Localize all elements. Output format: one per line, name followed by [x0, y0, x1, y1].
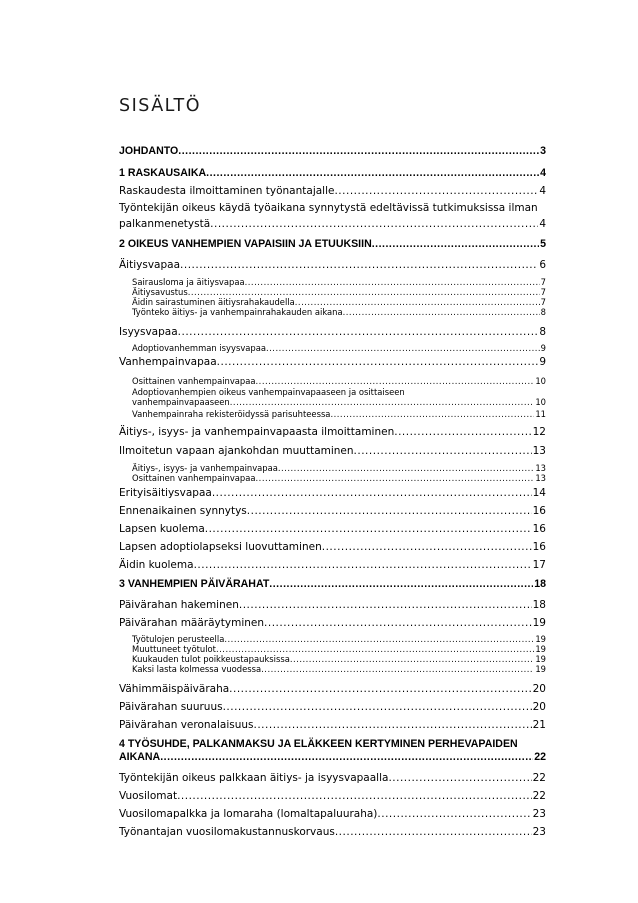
- toc-entry-vuosilomakustannuskorvaus[interactable]: Työnantajan vuosilomakustannuskorvaus ..... 23: [119, 826, 546, 839]
- toc-entry-aidin-kuolema[interactable]: Äidin kuolema ..... 17: [119, 559, 546, 572]
- toc-entry-ajankohdan-muuttaminen[interactable]: Ilmoitetun vapaan ajankohdan muuttaminen ..... 13: [119, 445, 546, 458]
- toc-entry-paivarahan-hakeminen[interactable]: Päivärahan hakeminen ..... 18: [119, 599, 546, 612]
- toc-entry-paivarahan-maaraytyminen[interactable]: Päivärahan määräytyminen ..... 19: [119, 617, 546, 630]
- toc-entry-oikeus-palkkaan[interactable]: Työntekijän oikeus palkkaan äitiys- ja isyysvapaalla ..... 22: [119, 772, 546, 785]
- toc-entry-sairausloma[interactable]: Sairausloma ja äitiysvapaa ..... 7: [132, 277, 546, 287]
- toc-entry-lapsen-adoptiolapseksi[interactable]: Lapsen adoptiolapseksi luovuttaminen ..... 16: [119, 541, 546, 554]
- toc-entry-adoptiovanhempien-oikeus[interactable]: vanhempainvapaaseen ..... 10: [132, 397, 546, 407]
- toc-entry-aitiysavustus[interactable]: Äitiysavustus ..... 7: [132, 287, 546, 297]
- page-title: SISÄLTÖ: [119, 96, 201, 116]
- toc-entry-tyosuhde-line1[interactable]: 4 TYÖSUHDE, PALKANMAKSU JA ELÄKKEEN KERTYMINEN PERHEVAPAIDEN: [119, 738, 518, 750]
- toc-entry-tyontekijan-oikeus-line1[interactable]: Työntekijän oikeus käydä työaikana synnytystä edeltävissä tutkimuksissa ilman: [119, 202, 538, 214]
- toc-entry-vapaasta-ilmoittaminen[interactable]: Äitiys-, isyys- ja vanhempainvapaasta ilmoittaminen ..... 12: [119, 426, 546, 439]
- toc-entry-vanhempainvapaa[interactable]: Vanhempainvapaa ..... 9: [119, 356, 546, 369]
- toc-entry-tyontekijan-oikeus[interactable]: palkanmenetystä ..... 4: [119, 218, 546, 231]
- toc-entry-vuosilomat[interactable]: Vuosilomat ..... 22: [119, 790, 546, 803]
- toc-entry-paivarahan-veronalaisuus[interactable]: Päivärahan veronalaisuus ..... 21: [119, 719, 546, 732]
- toc-entry-adoptiovanhemman-isyysvapaa[interactable]: Adoptiovanhemman isyysvapaa ..... 9: [132, 343, 546, 353]
- toc-entry-vuosilomapalkka[interactable]: Vuosilomapalkka ja lomaraha (lomaltapaluuraha) ..... 23: [119, 808, 546, 821]
- toc-entry-raskaudesta-ilmoittaminen[interactable]: Raskaudesta ilmoittaminen työnantajalle ..... 4: [119, 185, 546, 198]
- toc-entry-tyonteko-aitiysrahakauden-aikana[interactable]: Työnteko äitiys- ja vanhempainrahakauden aikana ..... 8: [132, 307, 546, 317]
- toc-entry-muuttuneet-tyotulot[interactable]: Muuttuneet työtulot ..... 19: [132, 644, 546, 654]
- toc-entry-aitiysvapaa[interactable]: Äitiysvapaa ..... 6: [119, 259, 546, 272]
- toc-entry-johdanto[interactable]: JOHDANTO ..... 3: [119, 145, 546, 158]
- toc-entry-osittainen-vanhempainvapaa[interactable]: Osittainen vanhempainvapaa ..... 10: [132, 376, 546, 386]
- toc-entry-ennenaikainen-synnytys[interactable]: Ennenaikainen synnytys ..... 16: [119, 505, 546, 518]
- toc-entry-aidin-sairastuminen[interactable]: Äidin sairastuminen äitiysrahakaudella ..... 7: [132, 297, 546, 307]
- toc-entry-adoptiovanhempien-oikeus-line1[interactable]: Adoptiovanhempien oikeus vanhempainvapaaseen ja osittaiseen: [132, 387, 405, 397]
- toc-entry-osittainen-vanhempainvapaa-2[interactable]: Osittainen vanhempainvapaa ..... 13: [132, 473, 546, 483]
- toc-entry-tyosuhde[interactable]: AIKANA ..... 22: [119, 751, 546, 764]
- toc-entry-aitiys-isyys-vanhempainvapaa[interactable]: Äitiys-, isyys- ja vanhempainvapaa ..... 13: [132, 463, 546, 473]
- toc-entry-lapsen-kuolema[interactable]: Lapsen kuolema ..... 16: [119, 523, 546, 536]
- toc-entry-vahimmaispaivaraha[interactable]: Vähimmäispäiväraha ..... 20: [119, 683, 546, 696]
- toc-entry-vanhempien-paivarahat[interactable]: 3 VANHEMPIEN PÄIVÄRAHAT ..... 18: [119, 578, 546, 591]
- toc-entry-kuukauden-tulot[interactable]: Kuukauden tulot poikkeustapauksissa ..... 19: [132, 654, 546, 664]
- toc-entry-erityisaitiysvapaa[interactable]: Erityisäitiysvapaa ..... 14: [119, 487, 546, 500]
- toc-entry-oikeus-vanhempien-vapaisiin[interactable]: 2 OIKEUS VANHEMPIEN VAPAISIIN JA ETUUKSIIN ..... 5: [119, 238, 546, 251]
- toc-entry-raskausaika[interactable]: 1 RASKAUSAIKA ..... 4: [119, 167, 546, 180]
- toc-entry-tyotulojen-perusteella[interactable]: Työtulojen perusteella ..... 19: [132, 634, 546, 644]
- toc-entry-paivarahan-suuruus[interactable]: Päivärahan suuruus ..... 20: [119, 701, 546, 714]
- toc-entry-isyysvapaa[interactable]: Isyysvapaa ..... 8: [119, 326, 546, 339]
- toc-entry-vanhempainraha-rekisteroidyssa[interactable]: Vanhempainraha rekisteröidyssä parisuhteessa ..... 11: [132, 409, 546, 419]
- toc-entry-kaksi-lasta-kolmessa-vuodessa[interactable]: Kaksi lasta kolmessa vuodessa ..... 19: [132, 664, 546, 674]
